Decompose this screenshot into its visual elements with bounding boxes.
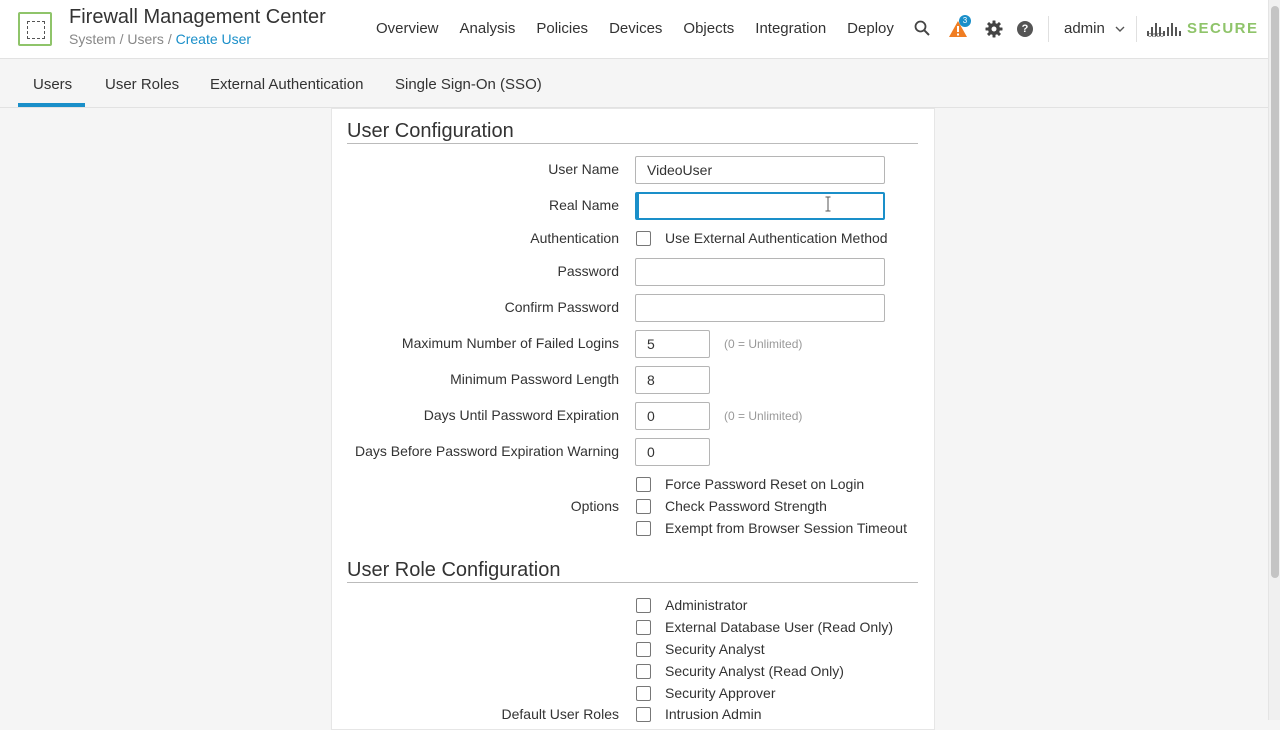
scrollbar-thumb[interactable] — [1271, 6, 1279, 578]
nav-overview[interactable]: Overview — [376, 20, 439, 37]
max-failed-logins-input[interactable]: 5 — [635, 330, 710, 358]
confirm-password-label: Confirm Password — [504, 299, 619, 315]
user-configuration-title: User Configuration — [347, 120, 514, 142]
nav-devices[interactable]: Devices — [609, 20, 663, 37]
max-failed-logins-label: Maximum Number of Failed Logins — [401, 335, 619, 351]
min-password-length-label: Minimum Password Length — [450, 371, 619, 387]
role-security-analyst-label: Security Analyst — [665, 641, 765, 657]
app-title: Firewall Management Center — [69, 6, 326, 28]
tab-users[interactable]: Users — [33, 76, 73, 93]
nav-deploy[interactable]: Deploy — [847, 20, 894, 37]
brand-text: SECURE — [1187, 20, 1259, 37]
help-icon[interactable]: ? — [1017, 21, 1033, 37]
breadcrumb-system[interactable]: System — [69, 31, 116, 47]
role-intrusion-admin-label: Intrusion Admin — [665, 706, 762, 722]
search-icon[interactable] — [914, 20, 930, 36]
days-until-expiration-input[interactable]: 0 — [635, 402, 710, 430]
role-security-analyst-ro-label: Security Analyst (Read Only) — [665, 663, 844, 679]
nav-analysis[interactable]: Analysis — [459, 20, 516, 37]
breadcrumb — [69, 31, 251, 47]
breadcrumb-users[interactable]: Users — [127, 31, 164, 47]
real-name-label: Real Name — [548, 197, 619, 213]
divider — [1136, 16, 1137, 42]
exempt-timeout-label: Exempt from Browser Session Timeout — [665, 520, 907, 536]
nav-policies[interactable]: Policies — [536, 20, 589, 37]
top-header — [0, 0, 1268, 59]
default-user-roles-label: Default User Roles — [501, 706, 619, 722]
alert-count-badge: 3 — [959, 15, 971, 27]
days-until-expiration-hint: (0 = Unlimited) — [724, 409, 803, 423]
role-administrator-label: Administrator — [665, 597, 748, 613]
password-input[interactable] — [635, 258, 885, 286]
role-security-analyst-ro-checkbox[interactable] — [636, 664, 651, 679]
password-label: Password — [557, 263, 619, 279]
days-before-warning-label: Days Before Password Expiration Warning — [354, 443, 619, 459]
section-divider — [347, 143, 918, 144]
role-security-analyst-checkbox[interactable] — [636, 642, 651, 657]
days-before-warning-input[interactable]: 0 — [635, 438, 710, 466]
role-external-db-user-checkbox[interactable] — [636, 620, 651, 635]
role-external-db-user-label: External Database User (Read Only) — [665, 619, 893, 635]
confirm-password-input[interactable] — [635, 294, 885, 322]
max-failed-logins-hint: (0 = Unlimited) — [724, 337, 803, 351]
role-security-approver-label: Security Approver — [665, 685, 776, 701]
nav-objects[interactable]: Objects — [683, 20, 735, 37]
divider — [1048, 16, 1049, 42]
tab-bar — [0, 59, 1268, 108]
main-nav — [376, 20, 915, 37]
days-until-expiration-label: Days Until Password Expiration — [423, 407, 619, 423]
chevron-down-icon — [1115, 26, 1125, 33]
role-administrator-checkbox[interactable] — [636, 598, 651, 613]
page-scrollbar[interactable] — [1268, 0, 1280, 720]
cisco-wordmark: cisco — [1148, 32, 1164, 39]
force-reset-label: Force Password Reset on Login — [665, 476, 865, 492]
user-role-configuration-title: User Role Configuration — [347, 559, 561, 581]
fmc-logo-icon[interactable] — [18, 12, 52, 46]
text-cursor-icon — [825, 196, 831, 212]
cisco-secure-logo — [1147, 20, 1259, 37]
external-auth-option-label: Use External Authentication Method — [665, 230, 888, 246]
nav-integration[interactable]: Integration — [755, 20, 827, 37]
exempt-timeout-checkbox[interactable] — [636, 521, 651, 536]
tab-external-authentication[interactable]: External Authentication — [210, 76, 364, 93]
breadcrumb-separator: / — [119, 31, 124, 47]
user-name-input[interactable]: VideoUser — [635, 156, 885, 184]
user-name-label: User Name — [548, 161, 619, 177]
gear-icon[interactable] — [985, 20, 1003, 38]
username-label: admin — [1064, 20, 1105, 37]
check-strength-label: Check Password Strength — [665, 498, 827, 514]
real-name-input[interactable] — [635, 192, 885, 220]
breadcrumb-current[interactable]: Create User — [175, 31, 252, 47]
check-strength-checkbox[interactable] — [636, 499, 651, 514]
external-auth-checkbox[interactable] — [636, 231, 651, 246]
force-reset-checkbox[interactable] — [636, 477, 651, 492]
active-tab-indicator — [18, 103, 85, 107]
options-label: Options — [570, 498, 619, 514]
user-menu[interactable] — [1064, 20, 1125, 37]
section-divider — [347, 582, 918, 583]
tab-user-roles[interactable]: User Roles — [105, 76, 180, 93]
role-security-approver-checkbox[interactable] — [636, 686, 651, 701]
authentication-label: Authentication — [530, 230, 619, 246]
tab-single-sign-on[interactable]: Single Sign-On (SSO) — [395, 76, 542, 93]
min-password-length-input[interactable]: 8 — [635, 366, 710, 394]
breadcrumb-separator: / — [167, 31, 172, 47]
